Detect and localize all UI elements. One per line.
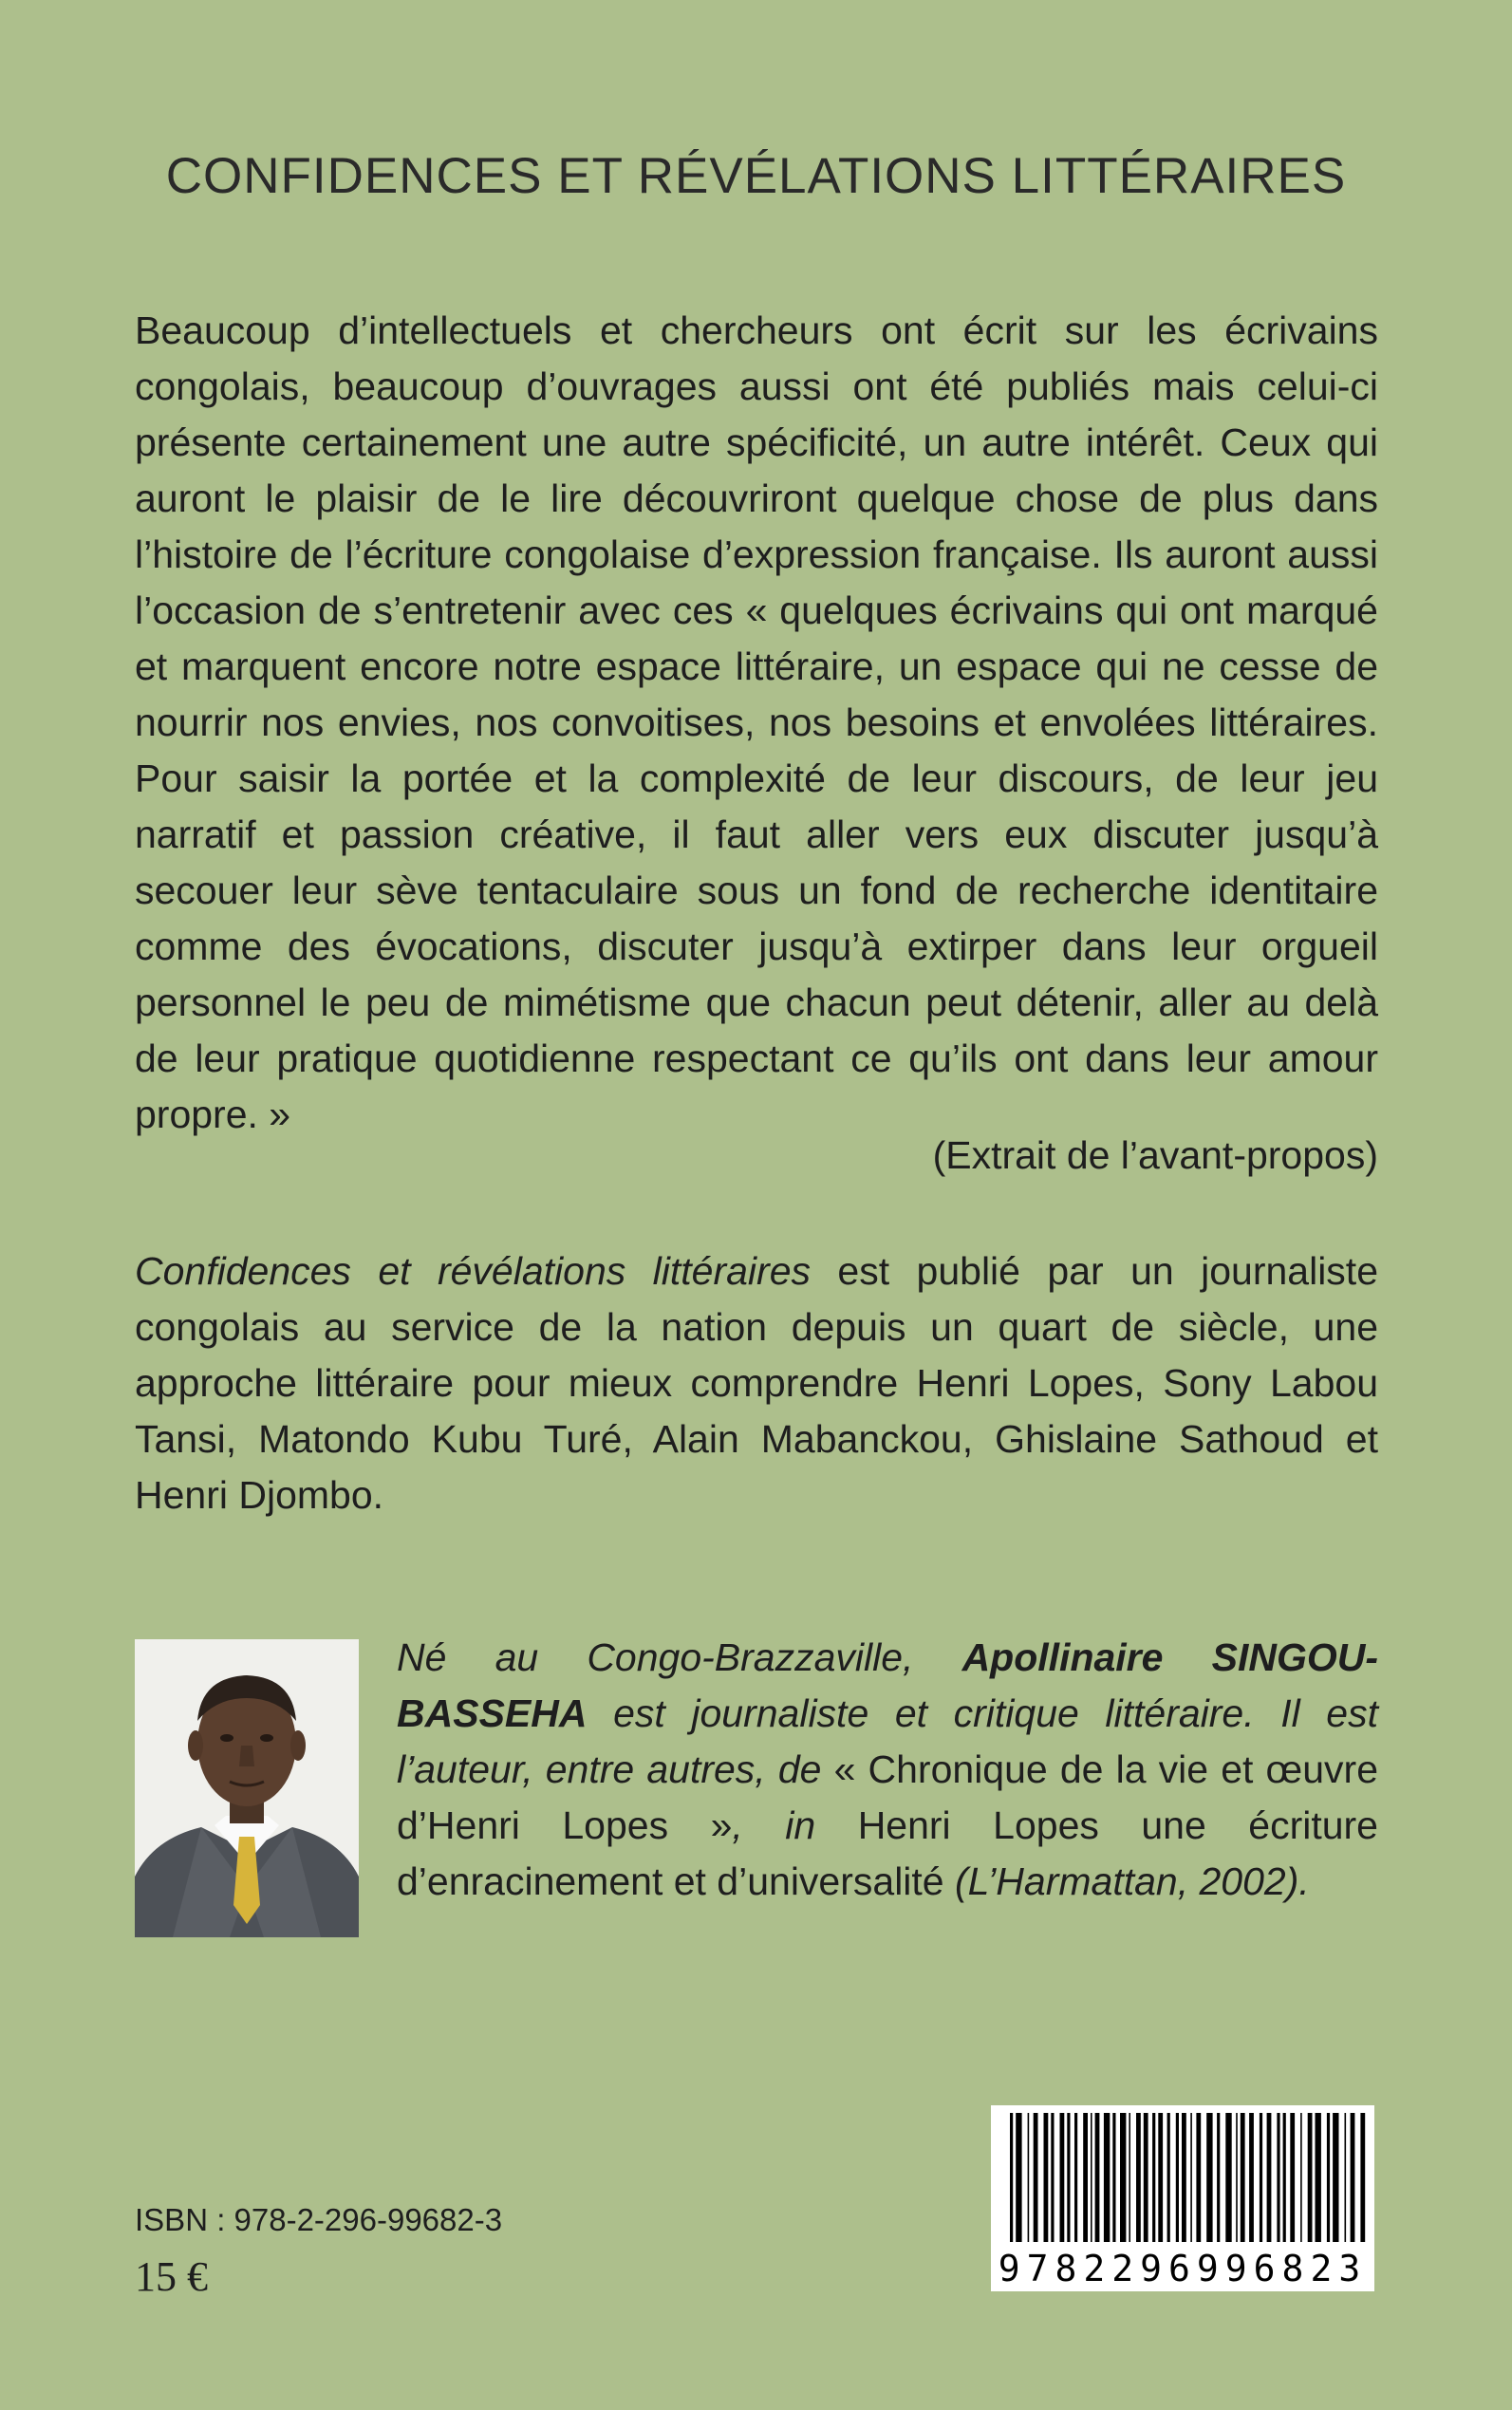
barcode-bar bbox=[1267, 2113, 1272, 2242]
barcode-bar bbox=[1196, 2113, 1201, 2242]
barcode-bar bbox=[1104, 2113, 1110, 2242]
barcode-bar bbox=[1044, 2113, 1049, 2242]
barcode-digits: 9782296996823 bbox=[998, 2248, 1368, 2289]
barcode-bar bbox=[1136, 2113, 1141, 2242]
barcode-bar bbox=[1190, 2113, 1192, 2242]
barcode-bar bbox=[1010, 2113, 1013, 2242]
price: 15 € bbox=[135, 2253, 208, 2300]
author-photo bbox=[135, 1639, 359, 1937]
barcode-bar bbox=[1182, 2113, 1186, 2242]
barcode-bar bbox=[1217, 2113, 1220, 2242]
barcode-bar bbox=[1236, 2113, 1238, 2242]
barcode-bar bbox=[1144, 2113, 1148, 2242]
barcode-bar bbox=[1206, 2113, 1212, 2242]
bio-mid: est journaliste et critique littéraire. Il est l’auteur, entre autres, de bbox=[397, 1691, 1378, 1791]
summary-text: est publié par un journaliste congolais au service de la nation depuis un quart de siècle, une approche littéraire pour mieux comprendre Henri Lopes, Sony Labou Tansi, Matondo Kubu Turé, Alain Mabanckou, Ghislaine Sathoud et Henri Djombo. bbox=[135, 1249, 1378, 1517]
barcode-bar bbox=[1060, 2113, 1065, 2242]
excerpt-paragraph: Beaucoup d’intellectuels et chercheurs ont écrit sur les écrivains congolais, beaucoup d’ouvrages aussi ont été publiés mais celui-ci présente certainement une autre spécificité, un autre intérêt. Ceux qui auront le plaisir de le lire découvriront quelque chose de plus dans l’histoire de l’écriture congolaise d’expression française. Ils auront aussi l’occasion de s’entretenir avec ces « quelques écrivains qui ont marqué et marquent encore notre espace littéraire, un espace qui ne cesse de nourrir nos envies, nos convoitises, nos besoins et envolées littéraires. Pour saisir la portée et la complexité de leur discours, de leur jeu narratif et passion créative, il faut aller vers eux discuter jusqu’à secouer leur sève tentaculaire sous un fond de recherche identitaire comme des évocations, discuter jusqu’à extirper dans leur orgueil personnel le peu de mimétisme que chacun peut détenir, aller au delà de leur pratique quotidienne respectant ce qu’ils ont dans leur amour propre. » bbox=[135, 308, 1378, 1136]
isbn: ISBN : 978-2-296-99682-3 bbox=[135, 2202, 503, 2237]
summary-book-title: Confidences et révélations littéraires bbox=[135, 1249, 811, 1293]
barcode-bar bbox=[1260, 2113, 1262, 2242]
barcode-bar bbox=[1167, 2113, 1170, 2242]
author-bio bbox=[397, 1630, 1378, 1910]
bio-in: , in bbox=[732, 1803, 858, 1847]
barcode-bar bbox=[1360, 2113, 1365, 2242]
barcode-bar bbox=[1034, 2113, 1038, 2242]
barcode-bar bbox=[1283, 2113, 1286, 2242]
summary-paragraph bbox=[135, 1243, 1378, 1523]
barcode-bar bbox=[1316, 2113, 1321, 2242]
barcode-bar bbox=[1152, 2113, 1155, 2242]
barcode-bar bbox=[1351, 2113, 1355, 2242]
barcode-bar bbox=[1249, 2113, 1254, 2242]
barcode-bar bbox=[1083, 2113, 1088, 2242]
barcode-bar bbox=[1308, 2113, 1313, 2242]
barcode-bar bbox=[1327, 2113, 1330, 2242]
barcode-bar bbox=[1091, 2113, 1092, 2242]
barcode-bar bbox=[1074, 2113, 1077, 2242]
barcode-bar bbox=[1333, 2113, 1338, 2242]
barcode-bar bbox=[1158, 2113, 1163, 2242]
barcode-bar bbox=[1067, 2113, 1070, 2242]
book-title: CONFIDENCES ET RÉVÉLATIONS LITTÉRAIRES bbox=[165, 148, 1347, 204]
barcode-bar bbox=[1095, 2113, 1100, 2242]
barcode-bar bbox=[1345, 2113, 1347, 2242]
barcode-bar bbox=[1112, 2113, 1115, 2242]
barcode-bar bbox=[1129, 2113, 1130, 2242]
barcode-bar bbox=[1028, 2113, 1030, 2242]
barcode-bar bbox=[1225, 2113, 1231, 2242]
barcode-bar bbox=[1051, 2113, 1054, 2242]
author-name: Apollinaire SINGOU-BASSEHA bbox=[397, 1635, 1378, 1735]
bio-intro: Né au Congo-Brazzaville, bbox=[397, 1635, 962, 1679]
bio-collection: Henri Lopes une écriture d’enracinement et d’universalité bbox=[397, 1803, 1378, 1903]
bio-publisher: (L’Harmattan, 2002). bbox=[943, 1859, 1310, 1903]
barcode-bar bbox=[1277, 2113, 1279, 2242]
bio-work-title: « Chronique de la vie et œuvre d’Henri Lopes » bbox=[397, 1747, 1378, 1847]
barcode bbox=[991, 2105, 1374, 2291]
barcode-bar bbox=[1300, 2113, 1302, 2242]
barcode-bar bbox=[1016, 2113, 1021, 2242]
barcode-bars bbox=[991, 2105, 1374, 2248]
barcode-bar bbox=[1120, 2113, 1126, 2242]
barcode-bar bbox=[1241, 2113, 1245, 2242]
barcode-bar bbox=[1176, 2113, 1179, 2242]
barcode-bar bbox=[1290, 2113, 1295, 2242]
excerpt-attribution: (Extrait de l’avant-propos) bbox=[932, 1133, 1378, 1177]
